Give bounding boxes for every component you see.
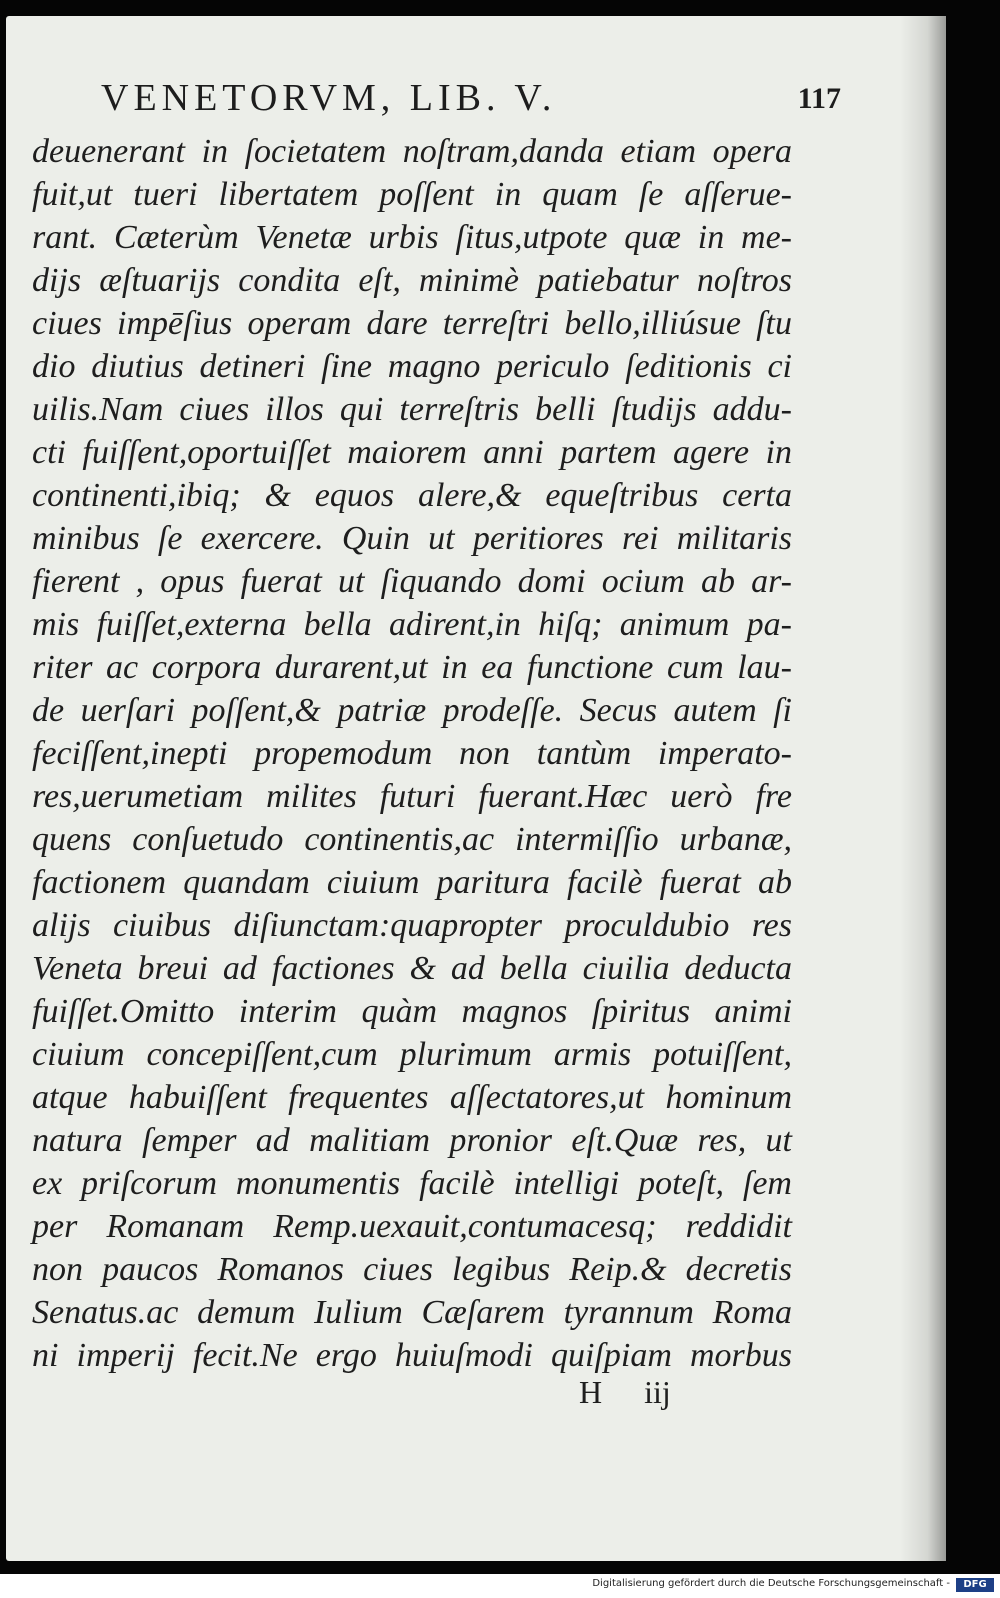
text-line: quens conſuetudo continentis,ac intermiſſio urbanæ, [32, 821, 792, 858]
text-line: ciuium concepiſſent,cum plurimum armis potuiſſent, [32, 1036, 792, 1073]
text-line: res,uerumetiam milites futuri fuerant.Hæc uerò fre [32, 778, 792, 815]
text-line: Veneta breui ad factiones & ad bella ciuilia deducta [32, 950, 792, 987]
text-line: rant. Cæterùm Venetæ urbis ſitus,utpote quæ in me- [32, 219, 792, 256]
text-line: natura ſemper ad malitiam pronior eſt.Quæ res, ut [32, 1122, 792, 1159]
page-header [101, 76, 841, 126]
text-line: dijs æſtuarijs condita eſt, minimè patiebatur noſtros [32, 262, 792, 299]
running-title: VENETORVM, LIB. V. [101, 77, 557, 119]
text-line: fuit,ut tueri libertatem poſſent in quam ſe aſſerue- [32, 176, 792, 213]
book-page [6, 16, 946, 1561]
signature-mark: H iij [579, 1374, 671, 1410]
funding-credit: Digitalisierung gefördert durch die Deutsche Forschungsgemeinschaft - [592, 1578, 950, 1589]
text-line: per Romanam Remp.uexauit,contumacesq; reddidit [32, 1208, 792, 1245]
text-line: minibus ſe exercere. Quin ut peritiores rei militaris [32, 520, 792, 557]
text-line: continenti,ibiq; & equos alere,& equeſtribus certa [32, 477, 792, 514]
text-line: ex priſcorum monumentis facilè intelligi poteſt, ſem [32, 1165, 792, 1202]
text-line: dio diutius detineri ſine magno periculo ſeditionis ci [32, 348, 792, 385]
text-line: Senatus.ac demum Iulium Cæſarem tyrannum Roma [32, 1294, 792, 1331]
text-line: ni imperij fecit.Ne ergo huiuſmodi quiſpiam morbus [32, 1337, 792, 1374]
body-text [32, 130, 792, 1377]
page-gutter-shadow [900, 16, 946, 1561]
text-line: uilis.Nam ciues illos qui terreſtris belli ſtudijs addu- [32, 391, 792, 428]
text-line: factionem quandam ciuium paritura facilè fuerat ab [32, 864, 792, 901]
text-line: de uerſari poſſent,& patriæ prodeſſe. Secus autem ſi [32, 692, 792, 729]
digitization-footer [0, 1574, 1000, 1598]
text-line: fuiſſet.Omitto interim quàm magnos ſpiritus animi [32, 993, 792, 1030]
page-number: 117 [797, 82, 841, 115]
text-line: non paucos Romanos ciues legibus Reip.& decretis [32, 1251, 792, 1288]
text-line: cti fuiſſent,oportuiſſet maiorem anni partem agere in [32, 434, 792, 471]
text-line: riter ac corpora durarent,ut in ea functione cum lau- [32, 649, 792, 686]
text-line: feciſſent,inepti propemodum non tantùm imperato- [32, 735, 792, 772]
text-line: mis fuiſſet,externa bella adirent,in hiſq; animum pa- [32, 606, 792, 643]
text-line: alijs ciuibus diſiunctam:quapropter proculdubio res [32, 907, 792, 944]
text-line: deuenerant in ſocietatem noſtram,danda etiam opera [32, 133, 792, 170]
text-line: ciues impēſius operam dare terreſtri bello,illiúsue ſtu [32, 305, 792, 342]
text-line: fierent , opus fuerat ut ſiquando domi ocium ab ar- [32, 563, 792, 600]
text-line: atque habuiſſent frequentes aſſectatores,ut hominum [32, 1079, 792, 1116]
dfg-logo: DFG [956, 1578, 994, 1592]
